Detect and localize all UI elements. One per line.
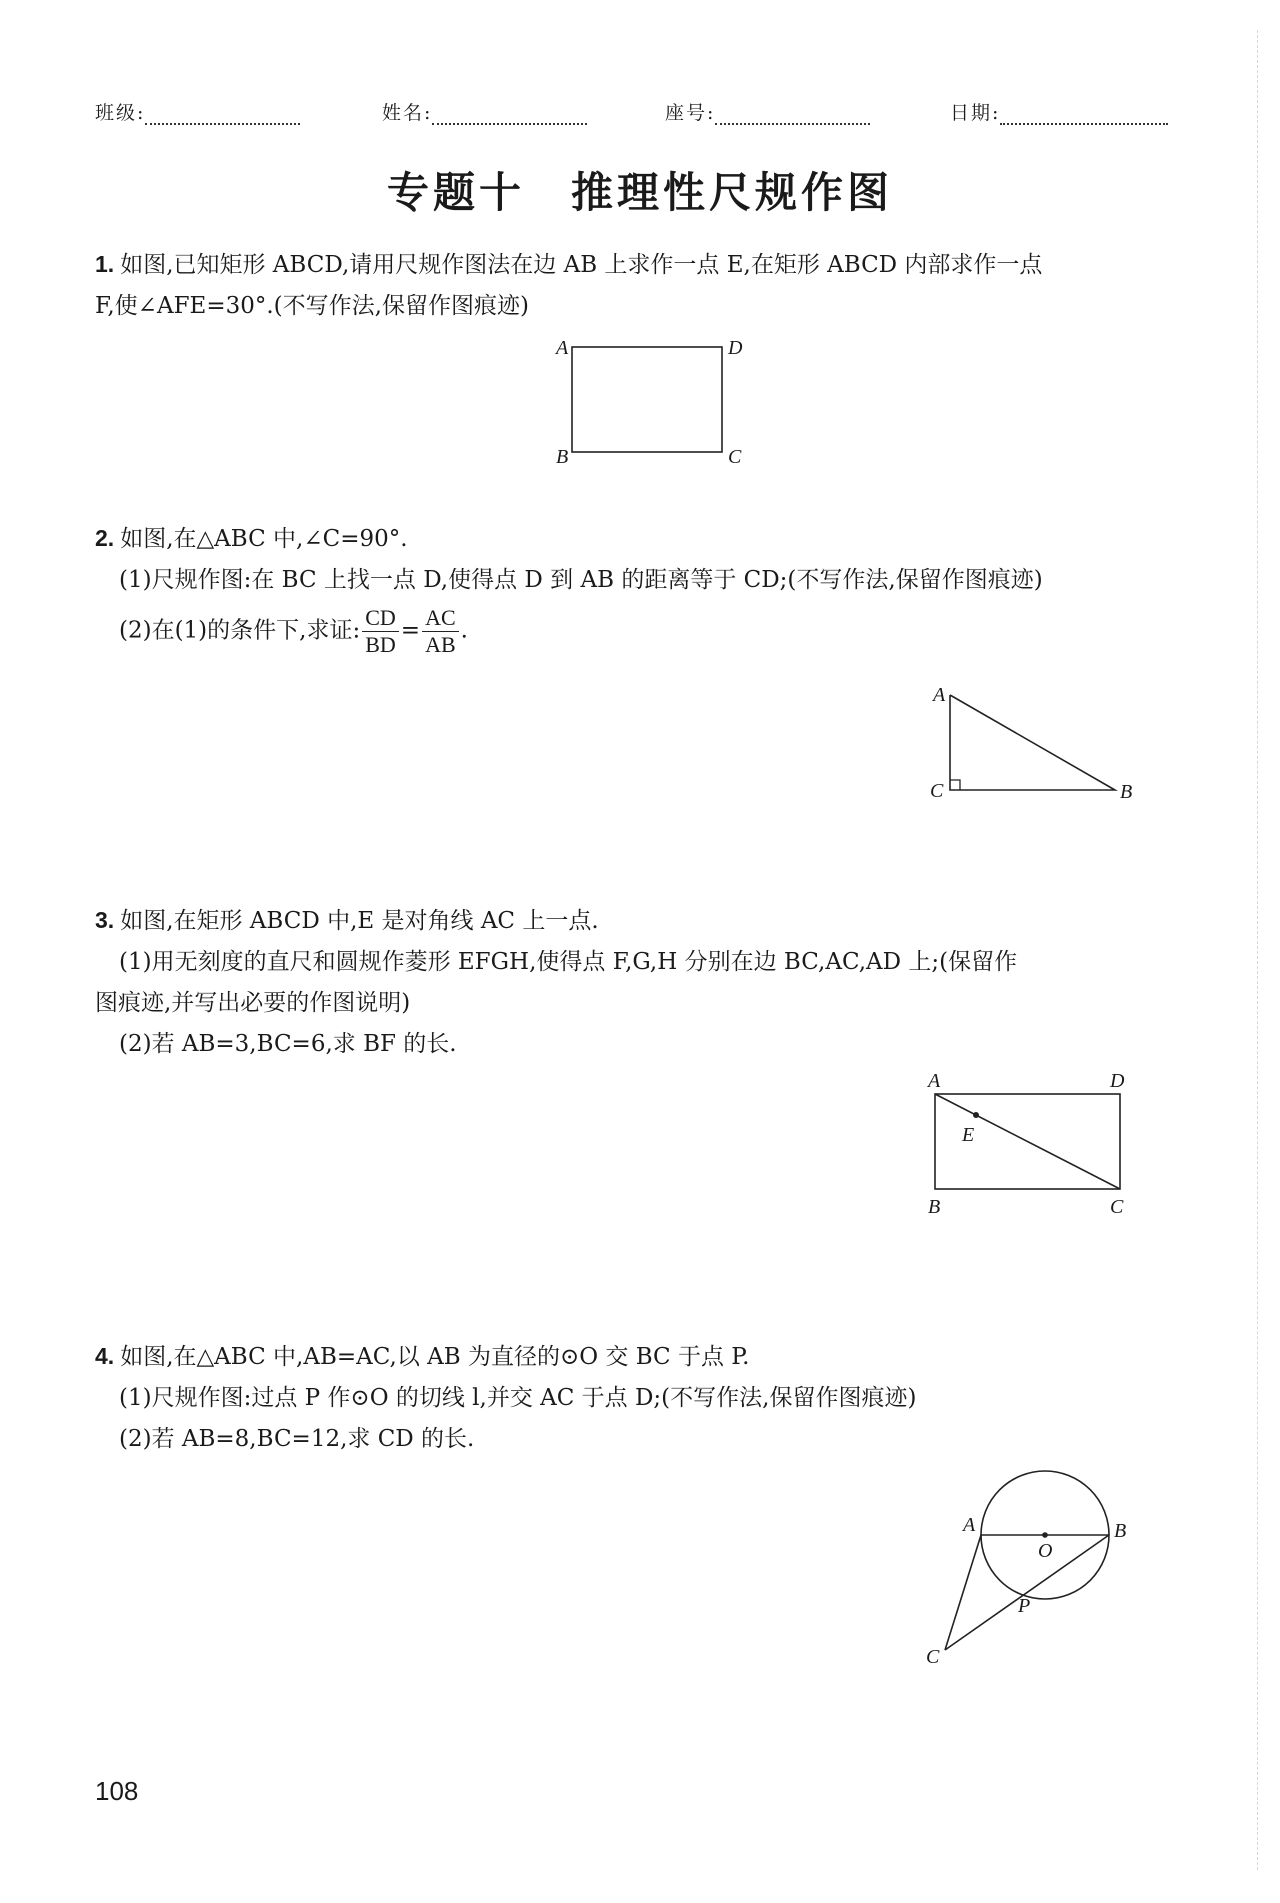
- question-number: 3.: [95, 907, 115, 933]
- equals-sign: =: [400, 617, 421, 644]
- question-1: [95, 244, 1185, 327]
- class-label: 班级:: [95, 102, 146, 124]
- question-3: [95, 900, 1185, 1065]
- question-2: [95, 518, 1185, 658]
- question-text: 如图,已知矩形 ABCD,请用尺规作图法在边 AB 上求作一点 E,在矩形 ABCD 内部求作一点: [120, 252, 1043, 278]
- label-d: D: [728, 337, 743, 359]
- label-o: O: [1038, 1540, 1053, 1562]
- label-a: A: [928, 1070, 941, 1092]
- seat-field[interactable]: [665, 98, 870, 125]
- subquestion-2: [95, 605, 1185, 658]
- name-field[interactable]: [382, 98, 587, 125]
- rectangle-shape: [572, 347, 722, 452]
- header: [0, 98, 1280, 138]
- date-field[interactable]: [950, 98, 1168, 125]
- question-text: F,使∠AFE=30°.(不写作法,保留作图痕迹): [95, 293, 529, 319]
- fraction-cd-bd: [362, 605, 399, 658]
- page-title: 专题十 推理性尺规作图: [386, 168, 893, 217]
- period: .: [460, 617, 468, 644]
- label-b: B: [928, 1196, 941, 1218]
- point-e: [973, 1112, 979, 1118]
- label-b: B: [556, 446, 569, 468]
- figure-right-triangle-abc: [920, 680, 1140, 805]
- figure-rectangle-abcd: [550, 335, 760, 470]
- question-number: 1.: [95, 251, 115, 277]
- question-4: [95, 1336, 1185, 1460]
- subquestion-1: (1)尺规作图:过点 P 作⊙O 的切线 l,并交 AC 于点 D;(不写作法,保留作图痕迹): [119, 1385, 917, 1411]
- label-e: E: [962, 1124, 975, 1146]
- label-c: C: [728, 446, 742, 468]
- label-c: C: [926, 1646, 940, 1668]
- figure-circle-triangle: [915, 1460, 1155, 1680]
- question-number: 2.: [95, 525, 115, 551]
- subquestion-2: (2)若 AB=3,BC=6,求 BF 的长.: [119, 1031, 457, 1057]
- fraction-denominator: AB: [425, 632, 456, 657]
- label-b: B: [1120, 781, 1133, 803]
- name-label: 姓名:: [382, 102, 433, 124]
- side-bc: [945, 1535, 1109, 1650]
- label-b: B: [1114, 1520, 1127, 1542]
- label-d: D: [1110, 1070, 1125, 1092]
- fraction-ac-ab: [422, 605, 459, 658]
- fraction-numerator: AC: [422, 605, 459, 632]
- fraction-numerator: CD: [362, 605, 399, 632]
- side-ac: [945, 1535, 981, 1650]
- label-a: A: [556, 337, 569, 359]
- question-text: 如图,在△ABC 中,∠C=90°.: [120, 526, 408, 552]
- center-o: [1042, 1532, 1048, 1538]
- label-a: A: [963, 1514, 976, 1536]
- triangle-shape: [950, 695, 1115, 790]
- class-field[interactable]: [95, 98, 300, 125]
- label-a: A: [933, 684, 946, 706]
- label-c: C: [930, 780, 944, 802]
- fraction-denominator: BD: [365, 632, 396, 657]
- subquestion-1-continued: 图痕迹,并写出必要的作图说明): [95, 990, 411, 1016]
- subquestion-2: (2)若 AB=8,BC=12,求 CD 的长.: [119, 1426, 475, 1452]
- question-text: 如图,在△ABC 中,AB=AC,以 AB 为直径的⊙O 交 BC 于点 P.: [120, 1344, 750, 1370]
- subquestion-1: (1)用无刻度的直尺和圆规作菱形 EFGH,使得点 F,G,H 分别在边 BC,AC,AD 上;(保留作: [119, 949, 1018, 975]
- seat-label: 座号:: [665, 102, 716, 124]
- question-text: 如图,在矩形 ABCD 中,E 是对角线 AC 上一点.: [120, 908, 599, 934]
- question-number: 4.: [95, 1343, 115, 1369]
- subquestion-1: (1)尺规作图:在 BC 上找一点 D,使得点 D 到 AB 的距离等于 CD;(不写作法,保留作图痕迹): [119, 567, 1043, 593]
- subquestion-2-text: (2)在(1)的条件下,求证:: [119, 617, 361, 644]
- right-angle-mark: [950, 780, 960, 790]
- figure-rectangle-diagonal: [920, 1070, 1145, 1220]
- label-p: P: [1018, 1595, 1031, 1617]
- label-c: C: [1110, 1196, 1124, 1218]
- page-number: 108: [95, 1776, 139, 1806]
- page-edge-mark: [1257, 30, 1260, 1870]
- date-label: 日期:: [950, 102, 1001, 124]
